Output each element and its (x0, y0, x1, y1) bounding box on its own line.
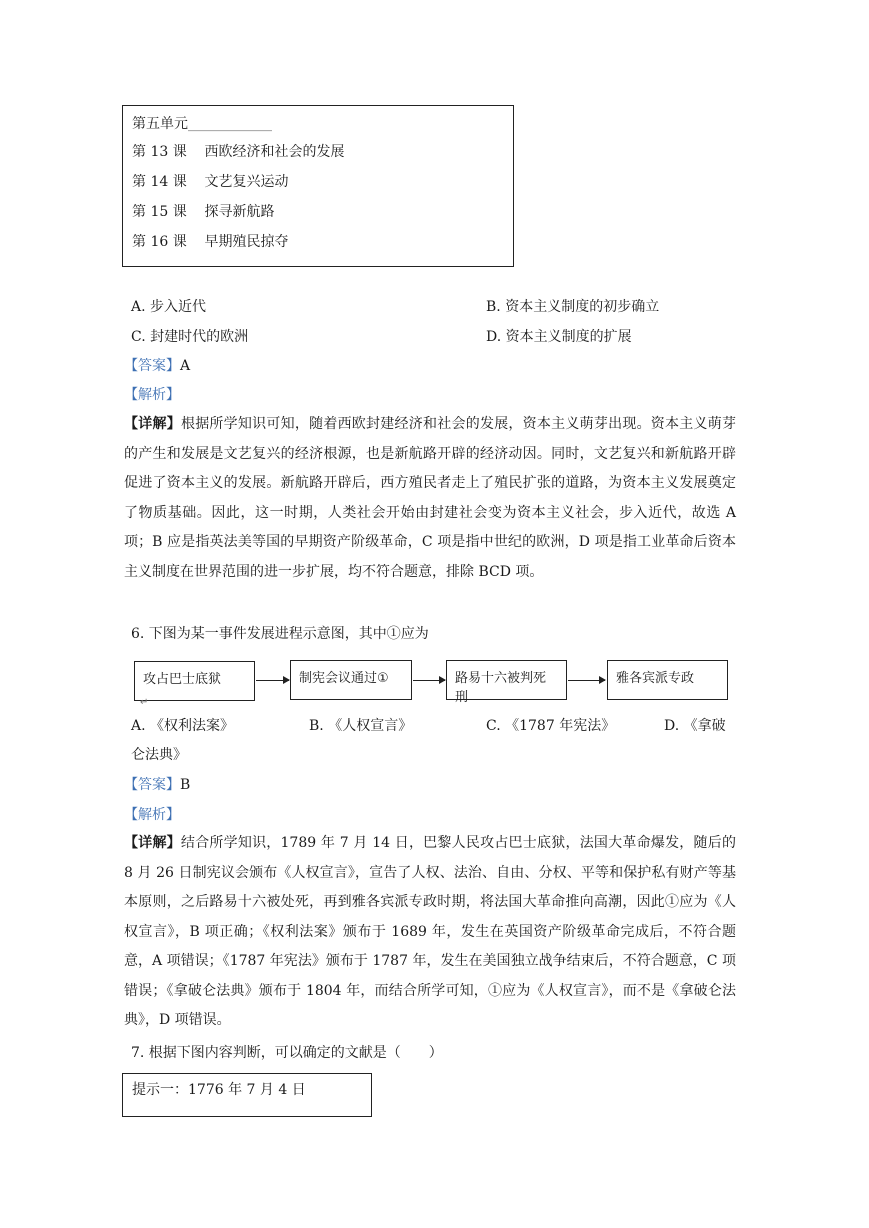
flow-box-3 (446, 660, 567, 705)
q6-option-b: B. 《人权宣言》 (309, 718, 413, 734)
detail-text: 结合所学知识，1789 年 7 月 14 日，巴黎人民攻占巴士底狱，法国大革命爆发，随后的 8 月 26 日制宪议会颁布《人权宣言》，宣告了人权、法治、自由、分权、平等和保护私有财产等基本原则，之后路易十六被处死，再到雅各宾派专政时期，将法国大革命推向高潮，因此①应为《人权宣言》，B 项正确；《权利法案》颁布于 1689 年，发生在英国资产阶级革命完成后，不符合题意，A 项错误；《1787 年宪法》颁布于 1787 年，发生在美国独立战争结束后，不符合题意，C 项错误；《拿破仑法典》颁布于 1804 年，而结合所学可知，①应为《人权宣言》，而不是《拿破仑法典》，D 项错误。 (124, 835, 736, 1028)
q6-option-d-cont: 仑法典》 (131, 747, 187, 763)
flow-label: 制宪会议通过① (299, 671, 389, 686)
flow-arrow (413, 680, 445, 681)
lesson-row (132, 202, 275, 222)
q7-hint-box (122, 1073, 372, 1117)
q6-detail (124, 829, 736, 1036)
lesson-row (132, 142, 345, 162)
q5-detail (124, 410, 736, 587)
flow-box-4 (607, 660, 728, 700)
lesson-num: 第 14 课 (132, 174, 187, 190)
return-mark-icon: ↵ (140, 697, 149, 708)
q6-analysis-label: 【解析】 (124, 807, 180, 823)
q7-stem: 7. 根据下图内容判断，可以确定的文献是（ ） (131, 1045, 443, 1061)
flow-box-1 (134, 661, 255, 701)
answer-value: B (180, 777, 191, 793)
q5-option-b: B. 资本主义制度的初步确立 (486, 299, 660, 315)
lesson-title: 文艺复兴运动 (204, 174, 289, 190)
detail-label: 【详解】 (124, 835, 181, 851)
q7-hint-text: 提示一：1776 年 7 月 4 日 (132, 1082, 306, 1098)
flow-arrow (568, 680, 605, 681)
unit-table-box (122, 105, 514, 267)
q5-option-d: D. 资本主义制度的扩展 (486, 329, 632, 345)
lesson-row (132, 172, 289, 192)
lesson-num: 第 15 课 (132, 204, 187, 220)
unit-header-text: 第五单元 (132, 116, 188, 132)
flow-box-2 (290, 660, 412, 700)
q6-option-d: D. 《拿破 (664, 718, 726, 734)
answer-label: 【答案】 (124, 777, 180, 793)
flow-arrow (256, 680, 289, 681)
q6-answer (124, 775, 190, 795)
q6-option-a: A. 《权利法案》 (131, 718, 235, 734)
lesson-title: 探寻新航路 (204, 204, 275, 220)
q6-option-c: C. 《1787 年宪法》 (486, 718, 616, 734)
unit-header (132, 114, 272, 134)
q5-analysis-label: 【解析】 (124, 387, 180, 403)
detail-text: 根据所学知识可知，随着西欧封建经济和社会的发展，资本主义萌芽出现。资本主义萌芽的产生和发展是文艺复兴的经济根源，也是新航路开辟的经济动因。同时，文艺复兴和新航路开辟促进了资本主义的发展。新航路开辟后，西方殖民者走上了殖民扩张的道路，为资本主义发展奠定了物质基础。因此，这一时期，人类社会开始由封建社会变为资本主义社会，步入近代，故选 A 项；B 应是指英法美等国的早期资产阶级革命，C 项是指中世纪的欧洲，D 项是指工业革命后资本主义制度在世界范围的进一步扩展，均不符合题意，排除 BCD 项。 (124, 416, 736, 580)
lesson-title: 西欧经济和社会的发展 (204, 144, 345, 160)
unit-blank: ____________ (188, 116, 272, 132)
lesson-num: 第 13 课 (132, 144, 187, 160)
answer-label: 【答案】 (124, 358, 180, 374)
lesson-num: 第 16 课 (132, 234, 187, 250)
detail-label: 【详解】 (124, 416, 181, 432)
lesson-row (132, 232, 289, 252)
flow-label: 攻占巴士底狱 (143, 672, 222, 687)
answer-value: A (180, 358, 191, 374)
flow-label: 雅各宾派专政 (616, 671, 695, 686)
q5-option-a: A. 步入近代 (131, 299, 207, 315)
q5-answer (124, 356, 190, 376)
flow-label: 路易十六被判死刑 (455, 671, 547, 705)
lesson-title: 早期殖民掠夺 (204, 234, 289, 250)
q6-stem: 6. 下图为某一事件发展进程示意图，其中①应为 (131, 626, 429, 642)
q5-option-c: C. 封建时代的欧洲 (131, 329, 249, 345)
